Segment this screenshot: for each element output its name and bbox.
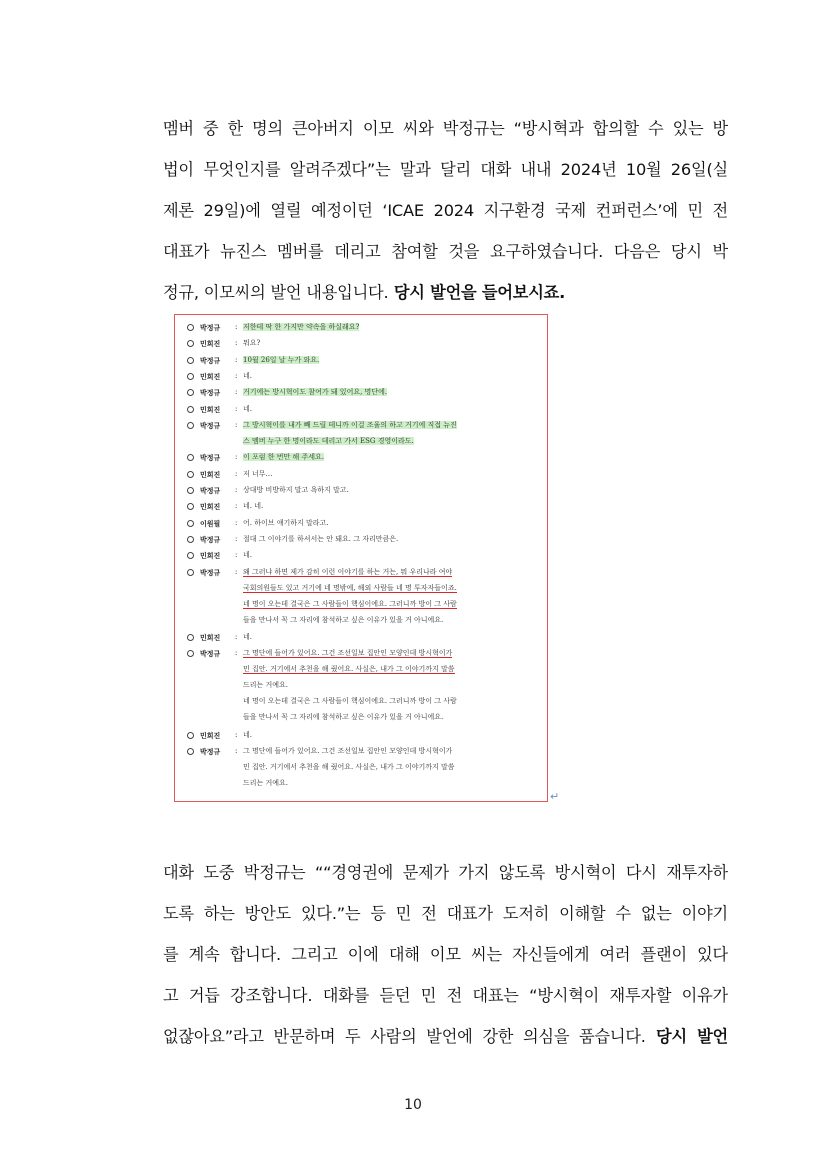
speaker-colon: : <box>235 323 238 331</box>
speech-text <box>243 531 543 547</box>
bullet-circle-icon <box>187 454 194 461</box>
speaker-colon: : <box>235 388 238 397</box>
speech-line: 민 집안. 거기에서 추천을 해 줬어요. 사실은, 내가 그 이야기까지 말씀 <box>243 762 455 771</box>
text-line <box>163 272 728 313</box>
transcript-figure <box>174 314 548 802</box>
speaker-name: 박정규 <box>200 746 221 756</box>
speaker-colon: : <box>235 502 238 511</box>
speaker-colon: : <box>235 355 238 364</box>
speech-text <box>243 449 543 465</box>
speech-line: 네. <box>243 730 252 739</box>
speaker-colon: : <box>235 746 238 755</box>
speaker-colon: : <box>235 649 238 657</box>
speaker-name: 박정규 <box>200 388 221 398</box>
text-line: 를 계속 합니다. 그리고 이에 대해 이모 씨는 자신들에게 여러 플랜이 있다 <box>163 945 728 964</box>
speech-line: 드리는 거예요. <box>243 778 289 787</box>
speech-text <box>243 319 543 335</box>
bullet-circle-icon <box>187 634 194 641</box>
speech-text <box>243 335 543 351</box>
speaker-colon: : <box>235 486 238 494</box>
speech-text <box>243 352 543 368</box>
speaker-name: 민희진 <box>200 632 221 642</box>
speech-line: 그 명단에 들어가 있어요. 그건 조선일보 집안인 모양인데 방시혁이가 <box>243 746 453 755</box>
paragraph-intro <box>163 108 728 313</box>
speech-text <box>243 564 543 628</box>
bullet-circle-icon <box>187 406 194 413</box>
paragraph-mark-icon: ↵ <box>550 790 560 803</box>
speaker-name: 박정규 <box>200 323 221 332</box>
speaker-name: 이원필 <box>200 518 221 528</box>
speaker-colon: : <box>235 534 238 543</box>
speech-line: 절대 그 이야기를 하셔서는 안 돼요. 그 자리만큼은. <box>243 534 399 543</box>
bullet-circle-icon <box>187 520 194 527</box>
speech-line: 네. <box>243 404 252 413</box>
bullet-circle-icon <box>187 503 194 510</box>
speaker-name: 박정규 <box>200 534 221 544</box>
speech-line: 들을 만나서 꼭 그 자리에 참석하고 싶은 이유가 있을 거 아니에요. <box>243 615 444 624</box>
speech-line: 어. 하이브 얘기하지 말라고. <box>243 518 329 527</box>
speaker-name: 민희진 <box>200 371 221 381</box>
text-line: 대표가 뉴진스 멤버를 데리고 참여할 것을 요구하였습니다. 다음은 당시 박 <box>163 242 728 261</box>
bullet-circle-icon <box>187 552 194 559</box>
speaker-colon: : <box>235 371 238 380</box>
speech-line: 네. <box>243 632 252 641</box>
speech-line: 국회의원들도 있고 거기에 네 명밖에, 해외 사람들 네 명 투자자들이죠. <box>243 583 457 592</box>
bold-emphasis: 당시 발언 <box>645 1027 728 1046</box>
speech-line: 거기에는 방시혁이도 참여가 돼 있어요, 명단에. <box>243 388 388 397</box>
text-line: 법이 무엇인지를 알려주겠다”는 말과 달리 대화 내내 2024년 10월 26일(실 <box>163 160 728 179</box>
speech-line: 네. <box>243 551 252 560</box>
speech-line: 들을 만나서 꼭 그 자리에 참석하고 싶은 이유가 있을 거 아니에요. <box>243 713 444 721</box>
speaker-name: 민희진 <box>200 339 221 349</box>
speech-line: 이 포럼 한 번만 해 주세요. <box>243 453 324 462</box>
speech-line: 민 집안. 거기에서 추천을 해 줬어요. 사실은, 내가 그 이야기까지 말씀 <box>243 665 455 673</box>
speech-text <box>243 368 543 384</box>
speaker-name: 민희진 <box>200 502 221 512</box>
speech-text <box>243 482 543 498</box>
speaker-colon: : <box>235 339 238 348</box>
bullet-circle-icon <box>187 650 194 657</box>
bullet-circle-icon <box>187 340 194 347</box>
bullet-circle-icon <box>187 748 194 755</box>
speech-text <box>243 515 543 531</box>
bullet-circle-icon <box>187 487 194 494</box>
speech-line: 네. 네. <box>243 502 264 511</box>
speech-text <box>243 401 543 417</box>
page-number: 10 <box>404 1097 422 1113</box>
text-line: 대화 도중 박정규는 ““경영권에 문제가 가지 않도록 방시혁이 다시 재투자하 <box>163 863 728 882</box>
text-line: 제론 29일)에 열릴 예정이던 ‘ICAE 2024 지구환경 국제 컨퍼런스’에 민 전 <box>163 201 728 220</box>
speech-line: 상대방 비방하지 말고 욕하지 말고. <box>243 486 349 494</box>
speaker-name: 박정규 <box>200 486 221 495</box>
bullet-circle-icon <box>187 422 194 429</box>
bullet-circle-icon <box>187 373 194 380</box>
speech-text <box>243 629 543 645</box>
speech-line: 드리는 거예요. <box>243 681 289 689</box>
speech-text <box>243 466 543 482</box>
speaker-colon: : <box>235 404 238 413</box>
speaker-name: 민희진 <box>200 469 221 479</box>
speaker-colon: : <box>235 420 238 429</box>
speech-line: 네 명이 오는데 결국은 그 사람들이 핵심이에요. 그러니까 방이 그 사람 <box>243 697 457 705</box>
speech-line: 왜 그러냐 하면 제가 감히 이런 이야기를 하는 거는, 뭐 우리나라 여야 <box>243 567 453 576</box>
speaker-colon: : <box>235 567 238 576</box>
speaker-name: 민희진 <box>200 551 221 561</box>
bullet-circle-icon <box>187 732 194 739</box>
speaker-name: 박정규 <box>200 355 221 365</box>
speech-text <box>243 547 543 563</box>
speech-line: 그 명단에 들어가 있어요. 그건 조선일보 집안인 모양인데 방시혁이가 <box>243 649 453 657</box>
speech-text <box>243 645 543 725</box>
speaker-colon: : <box>235 518 238 527</box>
speech-line: 10월 26일 날 누가 와요. <box>243 355 320 364</box>
bullet-circle-icon <box>187 536 194 543</box>
speaker-colon: : <box>235 551 238 560</box>
text-line: 멤버 중 한 명의 큰아버지 이모 씨와 박정규는 “방시혁과 합의할 수 있는 방 <box>163 119 728 138</box>
bullet-circle-icon <box>187 324 194 331</box>
speech-text <box>243 498 543 514</box>
speech-line: 그 방시혁이를 내가 빼 드릴 테니까 이걸 조율의 하고 거기에 직접 뉴진 <box>243 420 457 429</box>
speaker-colon: : <box>235 469 238 478</box>
speaker-name: 민희진 <box>200 404 221 414</box>
text-segment: 없잖아요”라고 반문하며 두 사람의 발언에 강한 의심을 품습니다. <box>163 1027 646 1046</box>
speech-line: 저 너무… <box>243 469 273 478</box>
speech-text <box>243 743 543 791</box>
speaker-colon: : <box>235 632 238 641</box>
speaker-name: 박정규 <box>200 649 221 658</box>
speaker-name: 박정규 <box>200 453 221 463</box>
text-line <box>163 1016 728 1057</box>
speaker-colon: : <box>235 453 238 462</box>
bullet-circle-icon <box>187 357 194 364</box>
bullet-circle-icon <box>187 471 194 478</box>
bullet-circle-icon <box>187 569 194 576</box>
speaker-colon: : <box>235 730 238 739</box>
text-segment: 정규, 이모씨의 발언 내용입니다. <box>163 283 389 302</box>
speech-line: 저한테 딱 한 가지만 약속을 하실래요? <box>243 323 360 331</box>
speaker-name: 박정규 <box>200 420 221 430</box>
speech-line: 네. <box>243 371 252 380</box>
bullet-circle-icon <box>187 389 194 396</box>
bold-emphasis: 당시 발언을 들어보시죠. <box>388 283 566 302</box>
speech-line: 뭐요? <box>243 339 261 348</box>
text-line: 도록 하는 방안도 있다.”는 등 민 전 대표가 도저히 이해할 수 없는 이야기 <box>163 904 728 923</box>
speech-text <box>243 727 543 743</box>
speech-line: 네 명이 오는데 결국은 그 사람들이 핵심이에요. 그러니까 방이 그 사람 <box>243 599 457 608</box>
speaker-name: 박정규 <box>200 567 221 577</box>
paragraph-discussion <box>163 852 728 1057</box>
speech-line: 스 멤버 누구 한 명이라도 데리고 가서 ESG 경영이라도. <box>243 436 414 445</box>
text-line: 고 거듭 강조합니다. 대화를 듣던 민 전 대표는 “방시혁이 재투자할 이유가 <box>163 986 728 1005</box>
speaker-name: 민희진 <box>200 730 221 740</box>
speech-text <box>243 384 543 400</box>
speech-text <box>243 417 543 449</box>
